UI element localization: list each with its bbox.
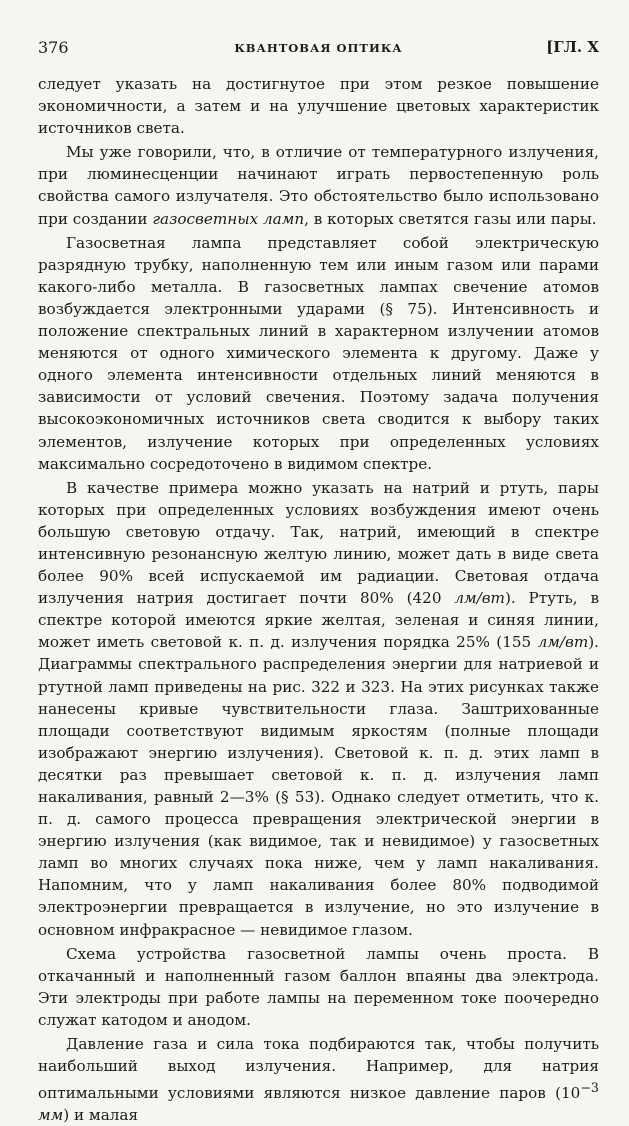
chapter-label: [ГЛ. X <box>546 38 599 56</box>
unit-lm-w: лм/вт <box>537 633 589 652</box>
page-number: 376 <box>38 38 69 57</box>
paragraph-2: Мы уже говорили, что, в отличие от температурного излучения, при люминесценции начинают играть первостепенную роль свойства самого излучателя. Это обстоятельство было использовано при создании газосветных ламп, в которых светятся газы или пары. <box>38 143 599 228</box>
paragraph-4: В качестве примера можно указать на натрий и ртуть, пары которых при определенных условиях возбуждения имеют очень большую световую отдачу. Так, натрий, имеющий в спектре интенсивную резонансную желтую линию, может дать в виде света более 90% всей испускаемой им радиации. Световая отдача излучения натрия достигает почти 80% (420 лм/вт). Ртуть, в спектре которой имеются яркие желтая, зеленая и синяя линии, может иметь световой к. п. д. излучения порядка 25% (155 лм/вт). Диаграммы спектрального распределения энергии для натриевой и ртутной ламп приведены на рис. 322 и 323. На этих рисунках также нанесены кривые чувствительности глаза. Заштрихованные площади соответствуют видимым яркостям (полные площади изображают энергию излучения). Световой к. п. д. этих ламп в десятки раз превышает световой к. п. д. излучения ламп накаливания, равный 2—3% (§ 53). Однако следует отметить, что к. п. д. самого процесса превращения электрической энергии в энергию излучения (как видимое, так и невидимое) у газосветных ламп во многих случаях пока ниже, чем у ламп накаливания. Напомним, что у ламп накаливания более 80% подводимой электроэнергии превращается в излучение, но это излучение в основном инфракрасное — невидимое глазом. <box>38 478 599 939</box>
paragraph-1: следует указать на достигнутое при этом резкое повышение экономичности, а затем и на улучшение цветовых характеристик источников света. <box>38 75 599 138</box>
unit-mm: мм <box>38 1106 64 1125</box>
unit-lm-w: лм/вт <box>454 589 505 608</box>
paragraph-3: Газосветная лампа представляет собой электрическую разрядную трубку, наполненную тем или иным газом или парами какого-либо металла. В газосветных лампах свечение атомов возбуждается электронными ударами (§ 75). Интенсивность и положение спектральных линий в характерном излучении атомов меняются от одного химического элемента к другому. Даже у одного элемента интенсивности отдельных линий меняются в зависимости от условий свечения. Поэтому задача получения высокоэкономичных источников света сводится к выбору таких элементов, излучение которых при определенных условиях максимально сосредоточено в видимом спектре. <box>38 233 599 473</box>
body-text <box>38 73 599 1126</box>
emphasis-term: газосветных ламп <box>152 209 305 228</box>
paragraph-5: Схема устройства газосветной лампы очень проста. В откачанный и наполненный газом баллон впаяны два электрода. Эти электроды при работе лампы на переменном токе поочередно служат катодом и анодом. <box>38 944 599 1029</box>
running-title: КВАНТОВАЯ ОПТИКА <box>234 41 403 55</box>
paragraph-6: Давление газа и сила тока подбираются так, чтобы получить наибольший выход излучения. Например, для натрия оптимальными условиями являются низкое давление паров ($10^{-3}$ мм) и малая <box>38 1035 599 1125</box>
exponent: −3 <box>580 1080 599 1096</box>
running-header <box>38 38 599 60</box>
